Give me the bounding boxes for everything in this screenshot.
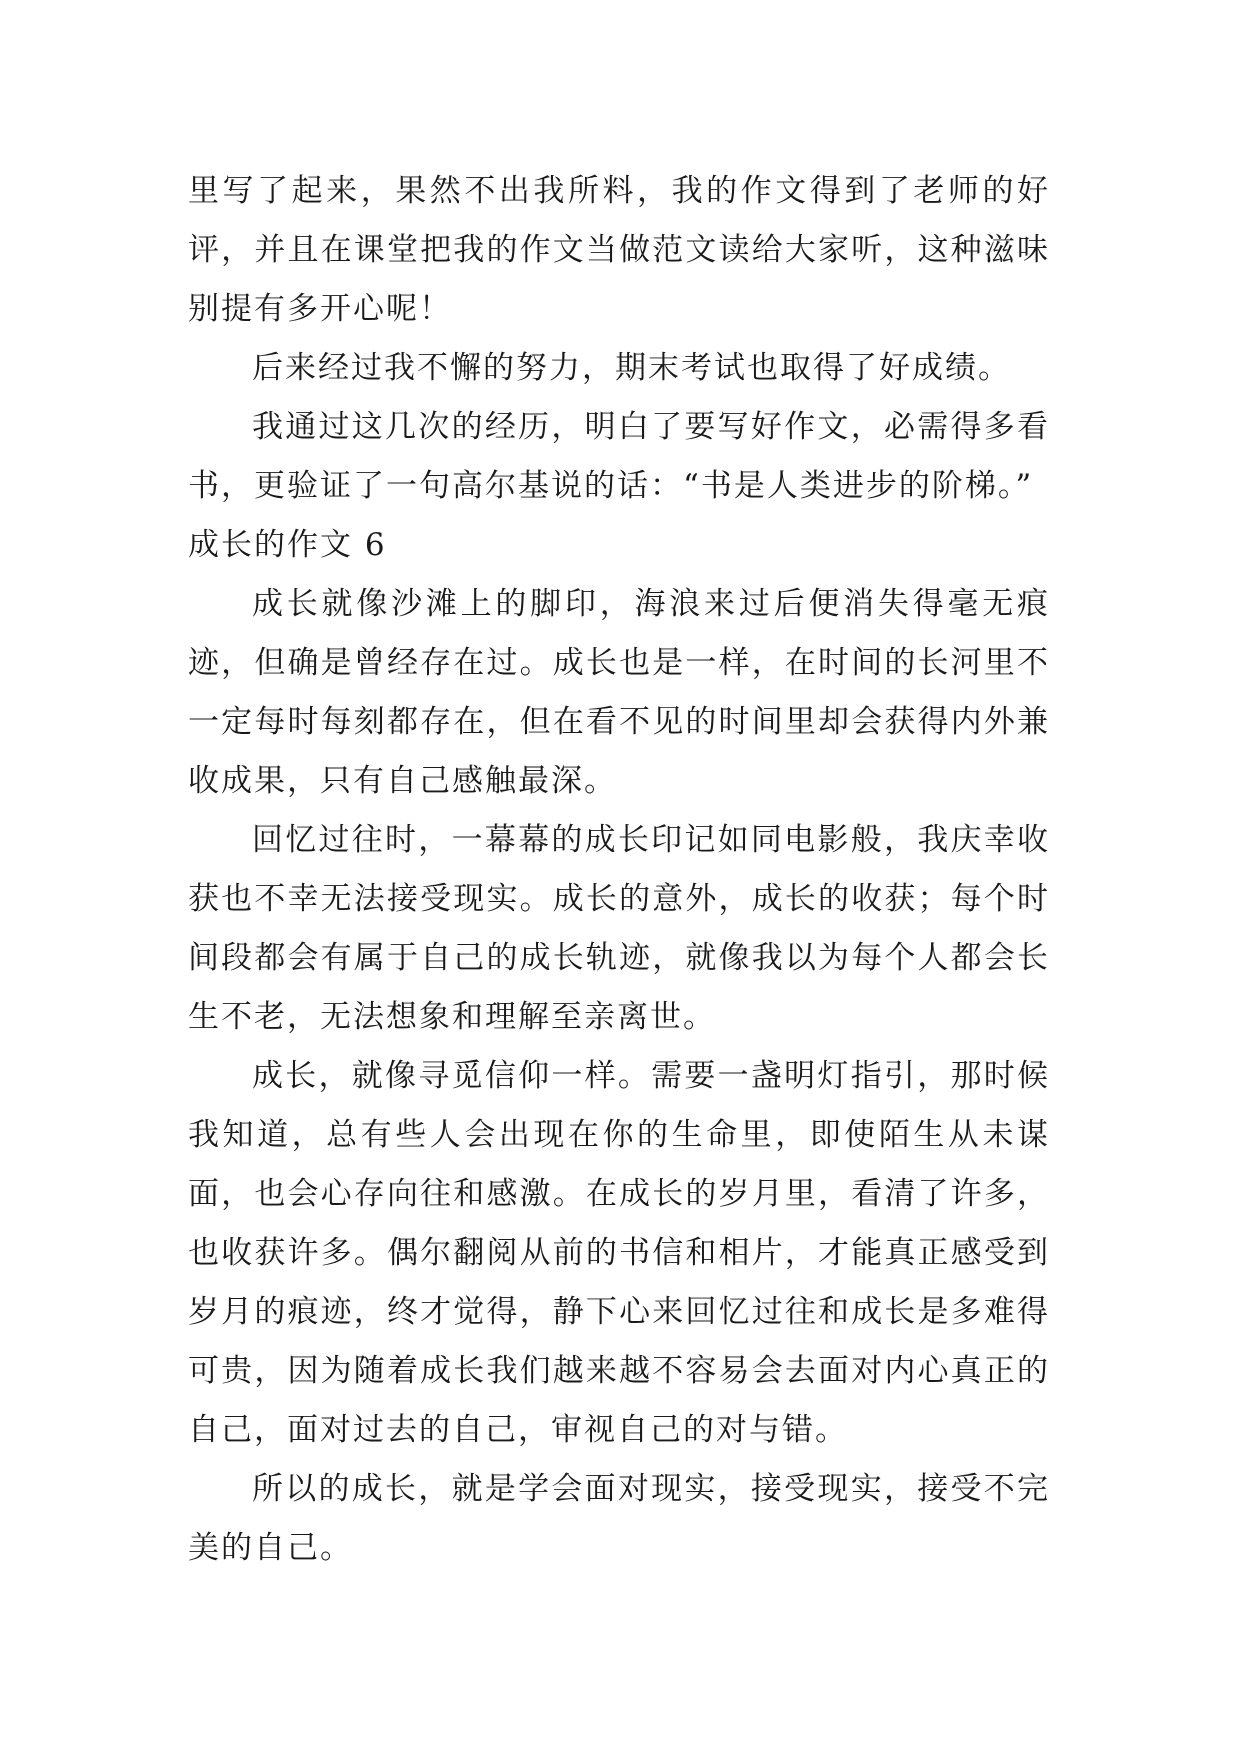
paragraph: 后来经过我不懈的努力，期末考试也取得了好成绩。: [252, 350, 1011, 386]
section-heading: 成长的作文 6: [188, 527, 387, 563]
paragraph: 我通过这几次的经历，明白了要写好作文，必需得多看书，更验证了一句高尔基说的话：“书是人类进步的阶梯。”: [188, 409, 1050, 504]
paragraph-continued: 里写了起来，果然不出我所料，我的作文得到了老师的好评，并且在课堂把我的作文当做范文读给大家听，这种滋味别提有多开心呢！: [188, 173, 1050, 327]
paragraph: 回忆过往时，一幕幕的成长印记如同电影般，我庆幸收获也不幸无法接受现实。成长的意外，成长的收获；每个时间段都会有属于自己的成长轨迹，就像我以为每个人都会长生不老，无法想象和理解至亲离世。: [188, 822, 1050, 1035]
paragraph: 成长就像沙滩上的脚印，海浪来过后便消失得毫无痕迹，但确是曾经存在过。成长也是一样，在时间的长河里不一定每时每刻都存在，但在看不见的时间里却会获得内外兼收成果，只有自己感触最深。: [188, 586, 1050, 799]
essay-body: [188, 162, 1050, 1578]
paragraph: 成长，就像寻觅信仰一样。需要一盏明灯指引，那时候我知道，总有些人会出现在你的生命里，即使陌生从未谋面，也会心存向往和感激。在成长的岁月里，看清了许多，也收获许多。偶尔翻阅从前的书信和相片，才能真正感受到岁月的痕迹，终才觉得，静下心来回忆过往和成长是多难得可贵，因为随着成长我们越来越不容易会去面对内心真正的自己，面对过去的自己，审视自己的对与错。: [188, 1058, 1050, 1448]
paragraph: 所以的成长，就是学会面对现实，接受现实，接受不完美的自己。: [188, 1471, 1050, 1566]
